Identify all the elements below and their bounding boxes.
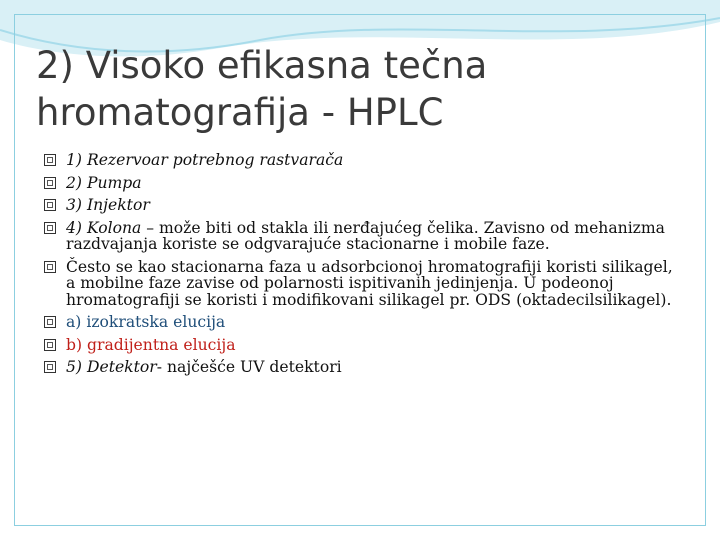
item-label: 4) Kolona [66,218,142,237]
list-item [44,314,684,331]
list-item [44,220,684,253]
item-text: Često se kao stacionarna faza u adsorbcionoj hromatografiji koristi silikagel, a mobilne faze zavise od polarnosti ispitivanih jedinjenja. U podeonoj hromatografiji se koristi i modifikovani silikagel pr. ODS (oktadecilsilikagel). [66,257,673,309]
list-item [44,175,684,192]
list-item [44,152,684,169]
bullet-list [44,152,684,382]
item-label: 3) Injektor [66,196,150,214]
bullet-icon [44,316,56,328]
bullet-icon [44,222,56,234]
bullet-icon [44,177,56,189]
bullet-icon [44,199,56,211]
title-line-2: hromatografija - HPLC [36,91,444,134]
bullet-icon [44,361,56,373]
list-item [44,337,684,354]
title-line-1: 2) Visoko efikasna tečna [36,44,488,87]
bullet-icon [44,261,56,273]
item-text: – može biti od stakla ili nerđajućeg čelika. Zavisno od mehanizma razdvajanja koriste se odgvarajuće stacionarne i mobile faze. [66,218,665,253]
bullet-icon [44,154,56,166]
item-text: - najčešće UV detektori [156,358,342,376]
list-item [44,359,684,376]
item-text-isocratic: a) izokratska elucija [66,313,226,331]
item-label: 1) Rezervoar potrebnog rastvarača [66,151,344,169]
item-label: 5) Detektor [66,358,157,376]
list-item [44,197,684,214]
list-item [44,259,684,309]
item-text-gradient: b) gradijentna elucija [66,335,236,354]
slide-title [36,42,676,136]
bullet-icon [44,339,56,351]
item-label: 2) Pumpa [66,173,142,192]
